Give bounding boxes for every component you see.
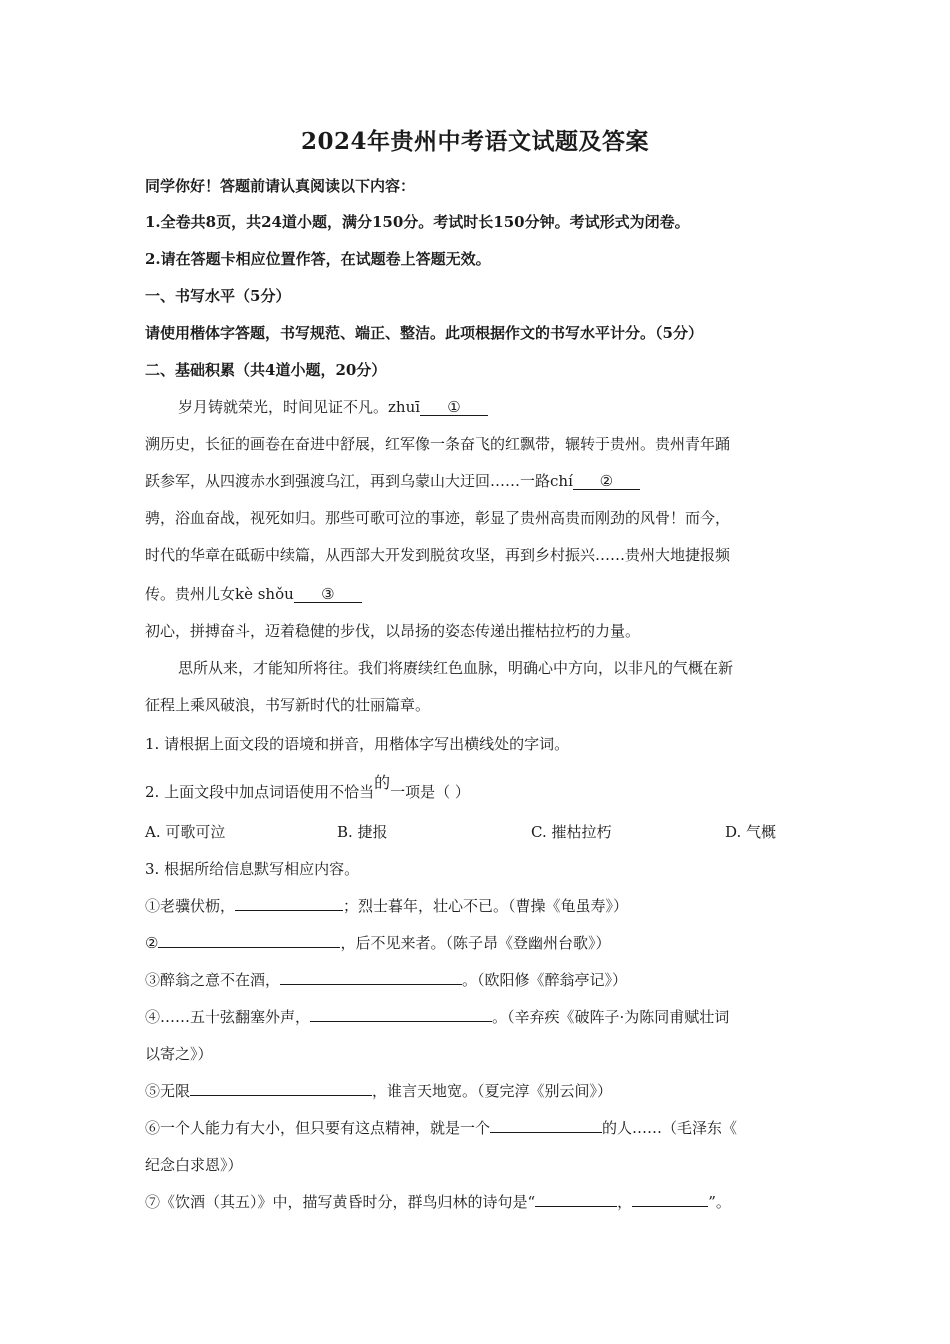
recite-item-7 (145, 1192, 731, 1212)
passage-line: 溯历史，长征的画卷在奋进中舒展，红军像一条奋飞的红飘带，辗转于贵州。贵州青年踊 (145, 435, 731, 453)
recite-text: ③醉翁之意不在酒， (145, 971, 281, 989)
recite-text: ④……五十弦翻塞外声， (145, 1008, 311, 1026)
answer-blank-2[interactable]: ② (573, 473, 640, 490)
passage-line: 征程上乘风破浪，书写新时代的壮丽篇章。 (145, 696, 431, 714)
answer-blank[interactable] (158, 933, 340, 948)
recite-item-4-continued: 以寄之》） (145, 1045, 213, 1063)
answer-blank[interactable] (235, 896, 343, 911)
answer-blank[interactable] (535, 1192, 617, 1207)
recite-text: ⑥一个人能力有大小，但只要有这点精神，就是一个 (145, 1119, 491, 1137)
question-2 (145, 773, 470, 802)
passage-line: 骋，浴血奋战，视死如归。那些可歌可泣的事迹，彰显了贵州高贵而刚劲的风骨！而今， (145, 509, 731, 527)
passage-line (145, 584, 362, 604)
question-2-text: 2. 上面文段中加点词语使用不恰当 (145, 783, 375, 801)
recite-text: ⑤无限 (145, 1082, 191, 1100)
recite-item-2 (145, 933, 610, 953)
answer-blank[interactable] (190, 1081, 372, 1096)
section-2-heading: 二、基础积累（共4道小题，20分） (145, 361, 387, 379)
option-b[interactable]: B. 捷报 (337, 823, 388, 841)
passage-line (178, 397, 488, 417)
recite-text: 的人……（毛泽东《 (602, 1119, 738, 1137)
recite-text: ，后不见来者。（陈子昂《登幽州台歌》） (340, 934, 611, 952)
question-3: 3. 根据所给信息默写相应内容。 (145, 860, 360, 878)
raised-char: 的 (374, 773, 391, 792)
page-title: 2024年贵州中考语文试题及答案 (300, 128, 649, 155)
recite-item-6-continued: 纪念白求恩》） (145, 1156, 243, 1174)
passage-line (145, 471, 640, 491)
answer-blank-1[interactable]: ① (420, 399, 488, 416)
recite-text: ①老骥伏枥， (145, 897, 236, 915)
recite-text: ， (617, 1193, 633, 1211)
recite-text: 。（欧阳修《醉翁亭记》） (462, 971, 628, 989)
passage-text: 传。贵州儿女kè shǒu (145, 585, 294, 603)
recite-item-3 (145, 970, 627, 990)
passage-text: 岁月铸就荣光，时间见证不凡。zhuī (178, 398, 421, 416)
recite-text: ”。 (708, 1193, 731, 1211)
question-1: 1. 请根据上面文段的语境和拼音，用楷体字写出横线处的字词。 (145, 735, 570, 753)
recite-item-1 (145, 896, 628, 916)
recite-text: ；烈士暮年，壮心不已。（曹操《龟虽寿》） (343, 897, 629, 915)
recite-item-6 (145, 1118, 737, 1138)
option-c[interactable]: C. 摧枯拉朽 (531, 823, 612, 841)
passage-line: 时代的华章在砥砺中续篇，从西部大开发到脱贫攻坚，再到乡村振兴……贵州大地捷报频 (145, 546, 731, 564)
intro-rule-2: 2.请在答题卡相应位置作答，在试题卷上答题无效。 (145, 250, 491, 268)
intro-rule-1: 1.全卷共8页，共24道小题，满分150分。考试时长150分钟。考试形式为闭卷。 (145, 213, 690, 231)
question-2-text-end: 一项是（ ） (390, 783, 470, 801)
answer-blank[interactable] (490, 1118, 602, 1133)
recite-item-5 (145, 1081, 612, 1101)
section-1-instruction: 请使用楷体字答题，书写规范、端正、整洁。此项根据作文的书写水平计分。（5分） (145, 324, 703, 342)
recite-item-4 (145, 1007, 729, 1027)
recite-text: ⑦《饮酒（其五）》中，描写黄昏时分，群鸟归林的诗句是“ (145, 1193, 536, 1211)
passage-line: 初心，拼搏奋斗，迈着稳健的步伐，以昂扬的姿态传递出摧枯拉朽的力量。 (145, 622, 641, 640)
answer-blank[interactable] (280, 970, 462, 985)
recite-text: 。（辛弃疾《破阵子·为陈同甫赋壮词 (492, 1008, 730, 1026)
recite-text: ② (145, 934, 159, 952)
intro-greeting: 同学你好！答题前请认真阅读以下内容： (145, 177, 416, 195)
section-1-heading: 一、书写水平（5分） (145, 287, 291, 305)
passage-text: 跃参军，从四渡赤水到强渡乌江，再到乌蒙山大迂回……一路chí (145, 472, 573, 490)
recite-text: ，谁言天地宽。（夏完淳《别云间》） (372, 1082, 613, 1100)
answer-blank[interactable] (310, 1007, 492, 1022)
passage-line: 思所从来，才能知所将往。我们将赓续红色血脉，明确心中方向，以非凡的气概在新 (178, 659, 734, 677)
answer-blank[interactable] (632, 1192, 708, 1207)
answer-blank-3[interactable]: ③ (294, 586, 362, 603)
option-d[interactable]: D. 气概 (725, 823, 777, 841)
option-a[interactable]: A. 可歌可泣 (145, 823, 226, 841)
